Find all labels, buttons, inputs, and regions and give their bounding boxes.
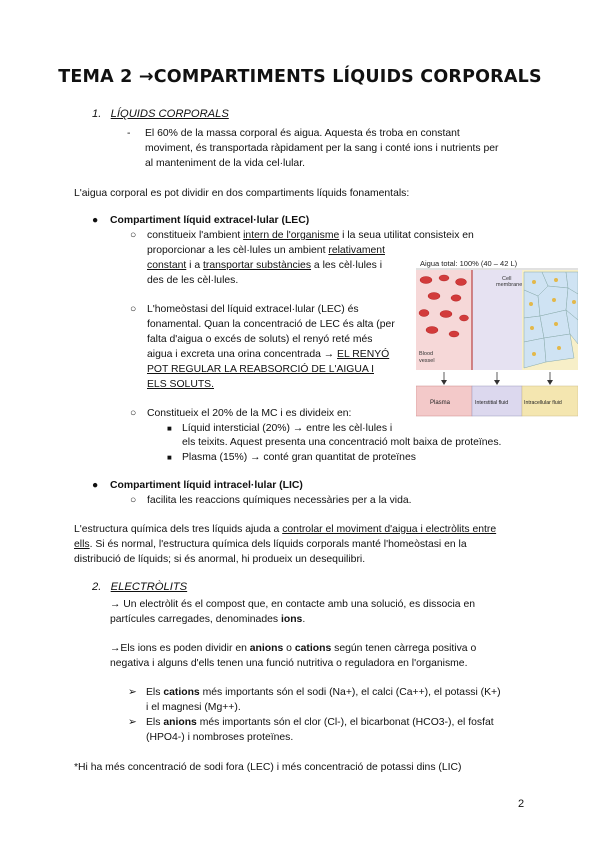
figure-intracellular-label: Intracellular fluid [524,400,562,406]
dash-bullet: - [127,128,131,139]
s2-c-line-2: i el magnesi (Mg++). [146,702,241,713]
square-bullet-icon: ■ [167,424,172,433]
s1-line-2: moviment, és transportada ràpidament per la sang i conté ions i nutrients per [145,143,499,154]
lec-b-line-4: aigua i excreta una orina concentrada → EL RENYÓ [147,349,390,360]
arrow-bullet-icon: ➢ [128,717,137,728]
s1-line-1: El 60% de la massa corporal és aigua. Aquesta és troba en constant [145,128,460,139]
section-2-number: 2. [92,581,102,593]
lic-f-line-1: facilita les reaccions químiques necessàries per a la vida. [147,495,412,506]
lec-a-line-2: proporcionar a les cèl·lules un ambient relativament [147,245,385,256]
s1-line-3: al manteniment de la vida cel·lular. [145,158,305,169]
lec-b-line-6: ELS SOLUTS. [147,379,214,390]
lec-a-line-3: constant i a transportar substàncies a les cèl·lules i [147,260,383,271]
s2-c-line-1: Els cations més importants són el sodi (Na+), el calci (Ca++), el potassi (K+) [146,687,501,698]
section-2-title: ELECTRÒLITS [110,581,188,593]
figure-cell-membrane-label-2: membrane [496,282,523,288]
circle-bullet-icon: ○ [130,230,137,241]
s2-d-line-2: (HPO4-) i nombroses proteïnes. [146,732,294,743]
footnote: *Hi ha més concentració de sodi fora (LEC) i més concentració de potassi dins (LIC) [74,762,462,773]
bullet-dot-icon: ● [92,215,99,226]
figure-blood-vessel-label-1: Blood [419,351,434,357]
lec-e-line-1: Plasma (15%) → conté gran quantitat de proteïnes [182,452,416,463]
bullet-dot-icon: ● [92,480,99,491]
page-number: 2 [518,798,525,810]
circle-bullet-icon: ○ [130,304,137,315]
figure-total-water-label: Aigua total: 100% (40 – 42 L) [420,259,518,268]
s2-a-line-2: partícules carregades, denominades ions. [110,614,306,625]
figure-blood-vessel-label-2: vessel [419,358,435,364]
s2-a-line-1: → Un electròlit és el compost que, en contacte amb una solució, es dissocia en [110,599,476,610]
section-1-heading [92,107,229,122]
body-fluid-compartments-figure [416,258,578,418]
arrow-bullet-icon: ➢ [128,687,137,698]
lec-b-line-2: fonamental. Quan la concentració de LEC és alta (per [147,319,395,330]
circle-bullet-icon: ○ [130,408,137,419]
lec-c-line-1: Constitueix el 20% de la MC i es divideix en: [147,408,352,419]
square-bullet-icon: ■ [167,453,172,462]
section-2-heading [92,580,187,595]
lec-d-line-2: els teixits. Aquest presenta una concentració molt baixa de proteïnes. [182,437,502,448]
figure-interstitial-label: Interstitial fluid [475,400,509,406]
lic-heading: Compartiment líquid intracel·lular (LIC) [110,480,303,491]
intro-paragraph: L'aigua corporal es pot dividir en dos compartiments líquids fonamentals: [74,188,410,199]
p2-line-2: ells. Si és normal, l'estructura química dels líquids corporals manté l'homeòstasi en la [74,539,467,550]
lec-a-line-4: des de les cèl·lules. [147,275,239,286]
s2-d-line-1: Els anions més importants són el clor (Cl-), el bicarbonat (HCO3-), el fosfat [146,717,494,728]
section-1-title: LÍQUIDS CORPORALS [110,108,229,120]
lec-heading: Compartiment líquid extracel·lular (LEC) [110,215,310,226]
lec-b-line-3: falta d'aigua o excés de soluts) el renyó reté més [147,334,373,345]
page-title: TEMA 2 →COMPARTIMENTS LÍQUIDS CORPORALS [58,67,542,87]
lec-b-line-5: POT REGULAR LA REABSORCIÓ DE L'AIGUA I [147,364,374,375]
s2-b-line-2: negativa i alguns d'ells tenen una funció nutritiva o reguladora en l'organisme. [110,658,468,669]
p2-line-3: distribució de líquids; si és anormal, hi produeix un desequilibri. [74,554,366,565]
lec-a-line-1: constitueix l'ambient intern de l'organisme i la seua utilitat consisteix en [147,230,474,241]
figure-plasma-label: Plasma [430,400,451,406]
circle-bullet-icon: ○ [130,495,137,506]
lec-d-line-1: Líquid intersticial (20%) → entre les cèl·lules i [182,423,393,434]
section-1-number: 1. [92,108,102,120]
s2-b-line-1: →Els ions es poden dividir en anions o cations según tenen càrrega positiva o [110,643,477,654]
lec-b-line-1: L'homeòstasi del líquid extracel·lular (LEC) és [147,304,359,315]
figure-cell-membrane-label-1: Cell [502,276,512,282]
p2-line-1: L'estructura química dels tres líquids ajuda a controlar el moviment d'aigua i electròlits entre [74,524,497,535]
